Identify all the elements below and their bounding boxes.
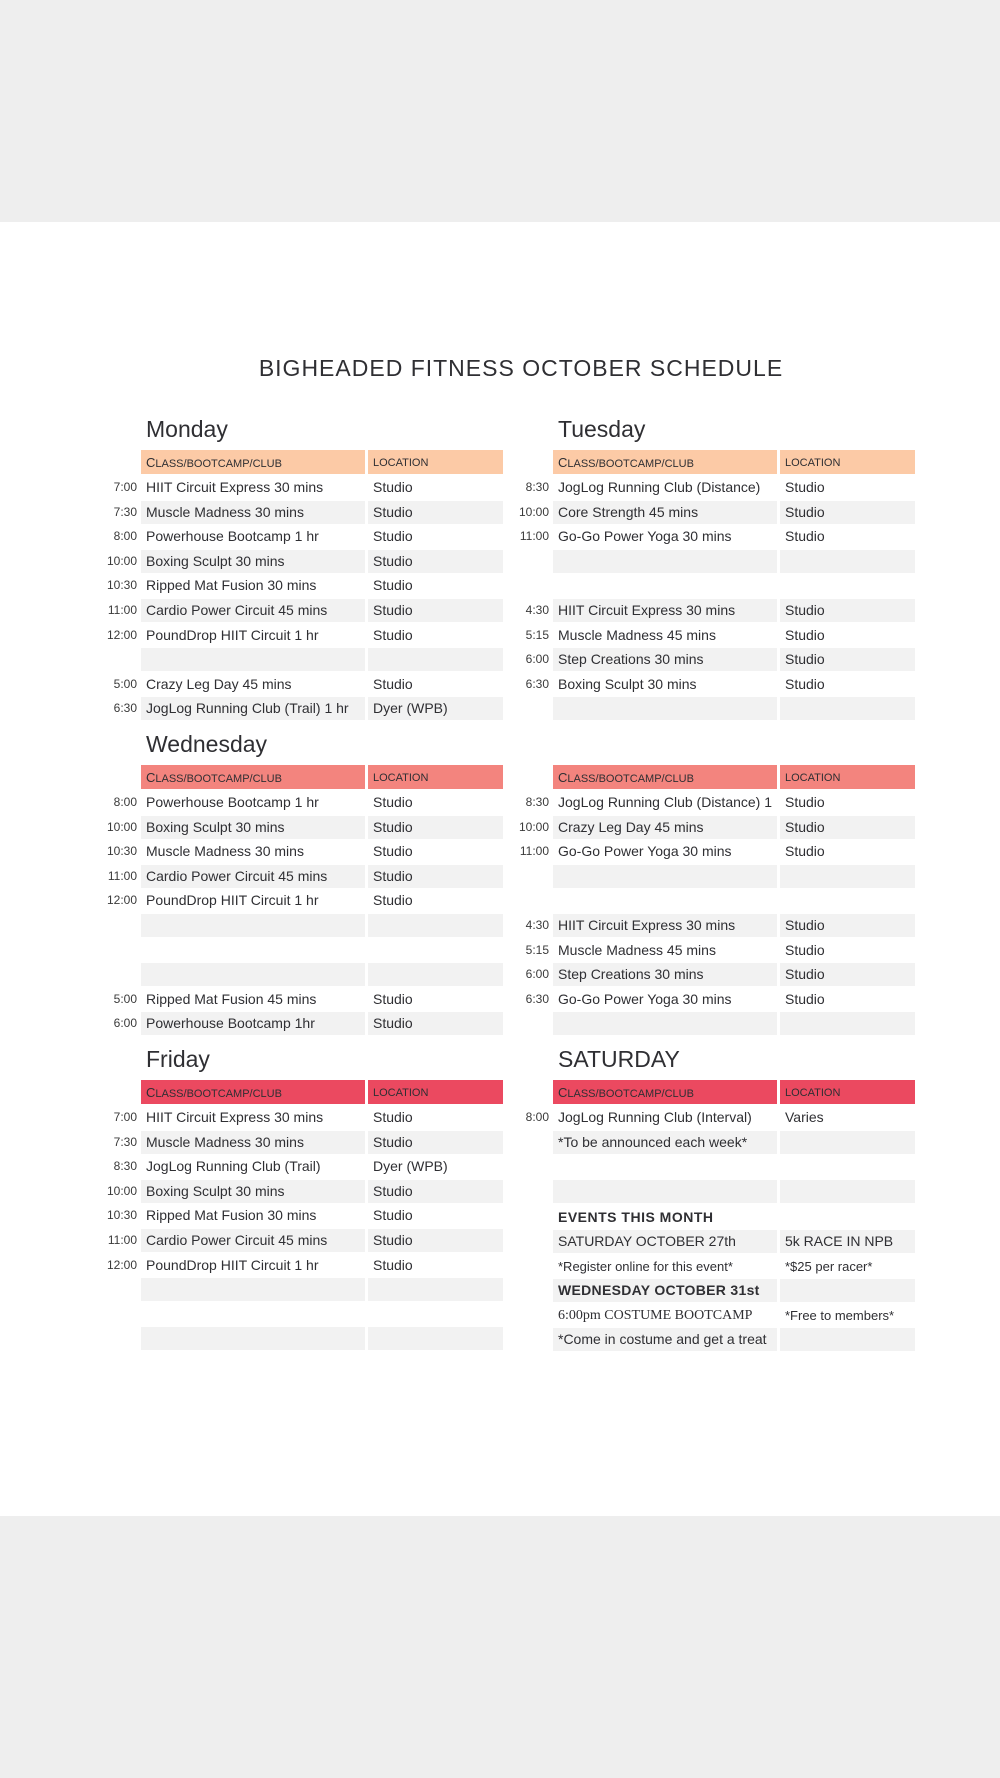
location-cell: Studio [780,914,915,937]
table-row [141,1278,503,1301]
location-cell [780,1180,915,1203]
time-cell: 4:30 [525,918,549,932]
location-cell [368,1327,503,1350]
table-row [141,525,503,548]
time-cell: 8:00 [525,1110,549,1124]
table-row [141,865,503,888]
class-header-rest: LASS/BOOTCAMP/CLUB [567,458,694,470]
class-cell [553,1012,777,1035]
class-header [553,1080,777,1104]
class-cell: Cardio Power Circuit 45 mins [141,865,365,888]
class-header-initial: C [558,1085,568,1100]
location-cell [368,648,503,671]
time-cell: 11:00 [107,1233,137,1247]
table-row [553,673,915,696]
table-row [141,1327,503,1350]
time-cell: 8:00 [113,795,137,809]
location-cell: Studio [373,794,413,810]
class-cell [553,697,777,720]
location-cell: Studio [785,627,825,643]
table-row [141,550,503,573]
class-cell: Cardio Power Circuit 45 mins [141,1229,365,1252]
time-cell: 10:30 [106,1208,137,1222]
class-header-initial: C [146,455,156,470]
event-name: 6:00pm COSTUME BOOTCAMP [558,1308,753,1323]
location-cell: Studio [368,816,503,839]
event-row [553,1328,915,1351]
table-row [141,963,503,986]
table-row [141,1204,503,1227]
location-cell: Studio [373,892,413,908]
location-cell [780,550,915,573]
location-cell: Studio [373,843,413,859]
class-cell: *To be announced each week* [553,1131,777,1154]
location-cell: Studio [368,1131,503,1154]
location-cell: Dyer (WPB) [373,1158,448,1174]
table-row [141,1012,503,1035]
time-cell: 5:15 [525,943,549,957]
location-cell [780,865,915,888]
location-cell: Studio [780,816,915,839]
time-cell: 4:30 [525,603,549,617]
location-cell: Studio [785,794,825,810]
time-cell: 11:00 [519,844,549,858]
event-row [553,1230,915,1253]
table-row [141,840,503,863]
empty-cell [780,1279,915,1302]
table-row [553,889,915,912]
class-cell: Go-Go Power Yoga 30 mins [558,991,732,1007]
location-cell: Studio [373,627,413,643]
location-cell: Studio [373,577,413,593]
class-cell: Cardio Power Circuit 45 mins [141,599,365,622]
class-cell [553,550,777,573]
event-row [553,1279,915,1302]
class-cell: Muscle Madness 30 mins [141,1131,365,1154]
location-cell: Studio [785,528,825,544]
location-header: LOCATION [780,765,915,789]
class-header-initial: C [146,1085,156,1100]
table-row [141,988,503,1011]
location-cell: Studio [780,501,915,524]
table-header [553,450,915,474]
class-header-initial: C [558,455,568,470]
class-cell: PoundDrop HIIT Circuit 1 hr [146,892,319,908]
class-cell: JogLog Running Club (Trail) [146,1158,321,1174]
table-row [553,1180,915,1203]
table-row [553,988,915,1011]
table-row [141,648,503,671]
time-cell: 10:00 [106,820,137,834]
event-name: 5k RACE IN NPB [780,1230,915,1253]
table-row [141,1303,503,1326]
time-cell: 6:00 [525,967,549,981]
day-heading-saturday: SATURDAY [558,1046,680,1072]
class-cell: Boxing Sculpt 30 mins [141,816,365,839]
table-row [141,501,503,524]
location-cell: Dyer (WPB) [368,697,503,720]
table-row [553,550,915,573]
class-header-initial: C [146,770,156,785]
time-cell: 10:00 [518,505,549,519]
class-cell: Muscle Madness 30 mins [141,501,365,524]
event-date: SATURDAY OCTOBER 27th [553,1230,777,1253]
page-title: BIGHEADED FITNESS OCTOBER SCHEDULE [258,355,784,381]
class-cell: Go-Go Power Yoga 30 mins [558,528,732,544]
table-row [553,697,915,720]
event-row [553,1255,915,1278]
location-cell: Studio [785,942,825,958]
class-cell: Step Creations 30 mins [553,648,777,671]
location-header: LOCATION [780,1080,915,1104]
class-cell [141,914,365,937]
table-row [141,791,503,814]
class-cell: PoundDrop HIIT Circuit 1 hr [146,1257,319,1273]
table-row [553,840,915,863]
location-cell: Studio [780,963,915,986]
class-cell: Boxing Sculpt 30 mins [558,676,697,692]
event-note: *Register online for this event* [558,1259,733,1274]
class-header-rest: LASS/BOOTCAMP/CLUB [567,1088,694,1100]
class-cell: JogLog Running Club (Interval) [558,1109,752,1125]
location-cell: Studio [373,1257,413,1273]
table-row [553,1012,915,1035]
table-row [141,1180,503,1203]
table-row [553,574,915,597]
location-cell [780,697,915,720]
empty-cell [780,1328,915,1351]
class-cell: Boxing Sculpt 30 mins [141,1180,365,1203]
table-row [141,574,503,597]
time-cell: 8:00 [113,529,137,543]
location-cell: Studio [368,1229,503,1252]
time-cell: 10:00 [106,554,137,568]
table-row [553,963,915,986]
class-header [141,1080,365,1104]
location-header: LOCATION [780,450,915,474]
time-cell: 7:00 [113,480,137,494]
location-cell: Studio [368,865,503,888]
time-cell: 10:00 [518,820,549,834]
time-cell: 12:00 [106,628,137,642]
class-cell [553,865,777,888]
location-header: LOCATION [368,1080,503,1104]
class-header-initial: C [558,770,568,785]
class-cell: Powerhouse Bootcamp 1hr [141,1012,365,1035]
time-cell: 5:15 [525,628,549,642]
table-row [553,476,915,499]
table-row [553,1131,915,1154]
table-row [553,816,915,839]
day-heading-wednesday: Wednesday [146,731,268,757]
class-cell: Powerhouse Bootcamp 1 hr [146,528,319,544]
table-header [553,1080,915,1104]
class-cell: Ripped Mat Fusion 30 mins [146,1207,317,1223]
class-cell [553,889,777,912]
class-cell: Boxing Sculpt 30 mins [141,550,365,573]
table-row [553,1106,915,1129]
time-cell: 6:30 [113,701,137,715]
location-cell: Studio [785,843,825,859]
class-cell [553,574,777,597]
class-header [141,765,365,789]
table-row [553,914,915,937]
class-header [553,765,777,789]
day-heading-monday: Monday [146,416,228,442]
event-row [553,1304,915,1327]
class-cell [141,1303,365,1326]
table-row [141,914,503,937]
class-cell: HIIT Circuit Express 30 mins [146,1109,324,1125]
class-header-rest: LASS/BOOTCAMP/CLUB [155,773,282,785]
class-cell [141,648,365,671]
table-row [141,889,503,912]
class-cell [141,939,365,962]
class-cell: HIIT Circuit Express 30 mins [553,914,777,937]
time-cell: 6:00 [113,1016,137,1030]
event-price: *$25 per racer* [785,1259,873,1274]
class-cell [141,1327,365,1350]
time-cell: 6:00 [525,652,549,666]
time-cell: 8:30 [525,795,549,809]
time-cell: 7:30 [113,505,137,519]
location-cell [780,574,915,597]
class-header [553,450,777,474]
table-header [141,765,503,789]
time-cell: 5:00 [113,677,137,691]
table-row [141,816,503,839]
table-header [553,765,915,789]
time-cell: 6:30 [525,992,549,1006]
table-row [141,476,503,499]
class-cell: Crazy Leg Day 45 mins [553,816,777,839]
time-cell: 11:00 [107,603,137,617]
time-cell: 10:30 [106,578,137,592]
location-cell [368,963,503,986]
time-cell: 8:30 [525,480,549,494]
empty-cell [780,1206,915,1229]
table-row [141,624,503,647]
table-row [553,525,915,548]
class-cell: JogLog Running Club (Trail) 1 hr [141,697,365,720]
table-row [141,673,503,696]
location-cell: Studio [785,479,825,495]
location-cell [368,939,503,962]
class-cell: Core Strength 45 mins [553,501,777,524]
class-header-rest: LASS/BOOTCAMP/CLUB [155,1088,282,1100]
class-cell [141,1278,365,1301]
table-row [553,1155,915,1178]
class-header-rest: LASS/BOOTCAMP/CLUB [567,773,694,785]
class-cell: Powerhouse Bootcamp 1 hr [146,794,319,810]
class-cell [553,1180,777,1203]
time-cell: 8:30 [113,1159,137,1173]
location-cell: Studio [368,501,503,524]
location-cell: Studio [373,1207,413,1223]
class-cell: Muscle Madness 30 mins [146,843,304,859]
location-cell: Studio [368,1012,503,1035]
class-cell: PoundDrop HIIT Circuit 1 hr [146,627,319,643]
table-header [141,450,503,474]
location-cell [368,1278,503,1301]
class-cell: Step Creations 30 mins [553,963,777,986]
time-cell: 11:00 [107,869,137,883]
table-row [141,939,503,962]
location-header: LOCATION [368,765,503,789]
class-cell [553,1155,777,1178]
class-cell: HIIT Circuit Express 30 mins [553,599,777,622]
location-cell: Studio [780,599,915,622]
time-cell: 6:30 [525,677,549,691]
table-row [553,648,915,671]
event-date: WEDNESDAY OCTOBER 31st [553,1279,777,1302]
location-cell: Studio [373,479,413,495]
schedule-page [0,222,1000,1516]
events-title: EVENTS THIS MONTH [558,1209,714,1225]
day-heading-tuesday: Tuesday [558,416,646,442]
time-cell: 5:00 [113,992,137,1006]
table-row [141,1131,503,1154]
time-cell: 7:30 [113,1135,137,1149]
class-cell: JogLog Running Club (Distance) 1 [558,794,773,810]
time-cell: 12:00 [106,893,137,907]
class-cell: Crazy Leg Day 45 mins [146,676,292,692]
time-cell: 10:00 [106,1184,137,1198]
event-price: *Free to members* [785,1308,895,1323]
location-cell: Studio [785,676,825,692]
class-cell: Ripped Mat Fusion 45 mins [146,991,317,1007]
table-row [141,1155,503,1178]
location-cell: Studio [780,648,915,671]
table-row [141,697,503,720]
location-cell: Studio [373,528,413,544]
table-row [553,791,915,814]
class-header [141,450,365,474]
location-cell [780,1012,915,1035]
day-heading-friday: Friday [146,1046,210,1072]
table-row [553,624,915,647]
table-row [553,599,915,622]
class-cell: HIIT Circuit Express 30 mins [146,479,324,495]
location-cell: Studio [373,991,413,1007]
time-cell: 10:30 [106,844,137,858]
location-cell: Varies [785,1109,824,1125]
location-cell [368,914,503,937]
location-header: LOCATION [368,450,503,474]
table-row [141,1106,503,1129]
location-cell [780,889,915,912]
location-cell [780,1155,915,1178]
table-row [553,865,915,888]
location-cell: Studio [373,676,413,692]
time-cell: 12:00 [106,1258,137,1272]
location-cell: Studio [785,991,825,1007]
location-cell [780,1131,915,1154]
table-row [553,501,915,524]
table-row [141,599,503,622]
event-note: *Come in costume and get a treat [553,1328,777,1351]
time-cell: 11:00 [519,529,549,543]
class-cell: Muscle Madness 45 mins [558,942,716,958]
class-cell: Ripped Mat Fusion 30 mins [146,577,317,593]
table-row [553,939,915,962]
location-cell: Studio [368,1180,503,1203]
class-cell: Muscle Madness 45 mins [558,627,716,643]
events-title-row [553,1206,915,1229]
table-row [141,1254,503,1277]
table-row [141,1229,503,1252]
location-cell: Studio [373,1109,413,1125]
class-cell: Go-Go Power Yoga 30 mins [558,843,732,859]
class-cell [141,963,365,986]
location-cell: Studio [368,550,503,573]
time-cell: 7:00 [113,1110,137,1124]
table-header [141,1080,503,1104]
location-cell [368,1303,503,1326]
class-header-rest: LASS/BOOTCAMP/CLUB [155,458,282,470]
location-cell: Studio [368,599,503,622]
class-cell: JogLog Running Club (Distance) [558,479,761,495]
